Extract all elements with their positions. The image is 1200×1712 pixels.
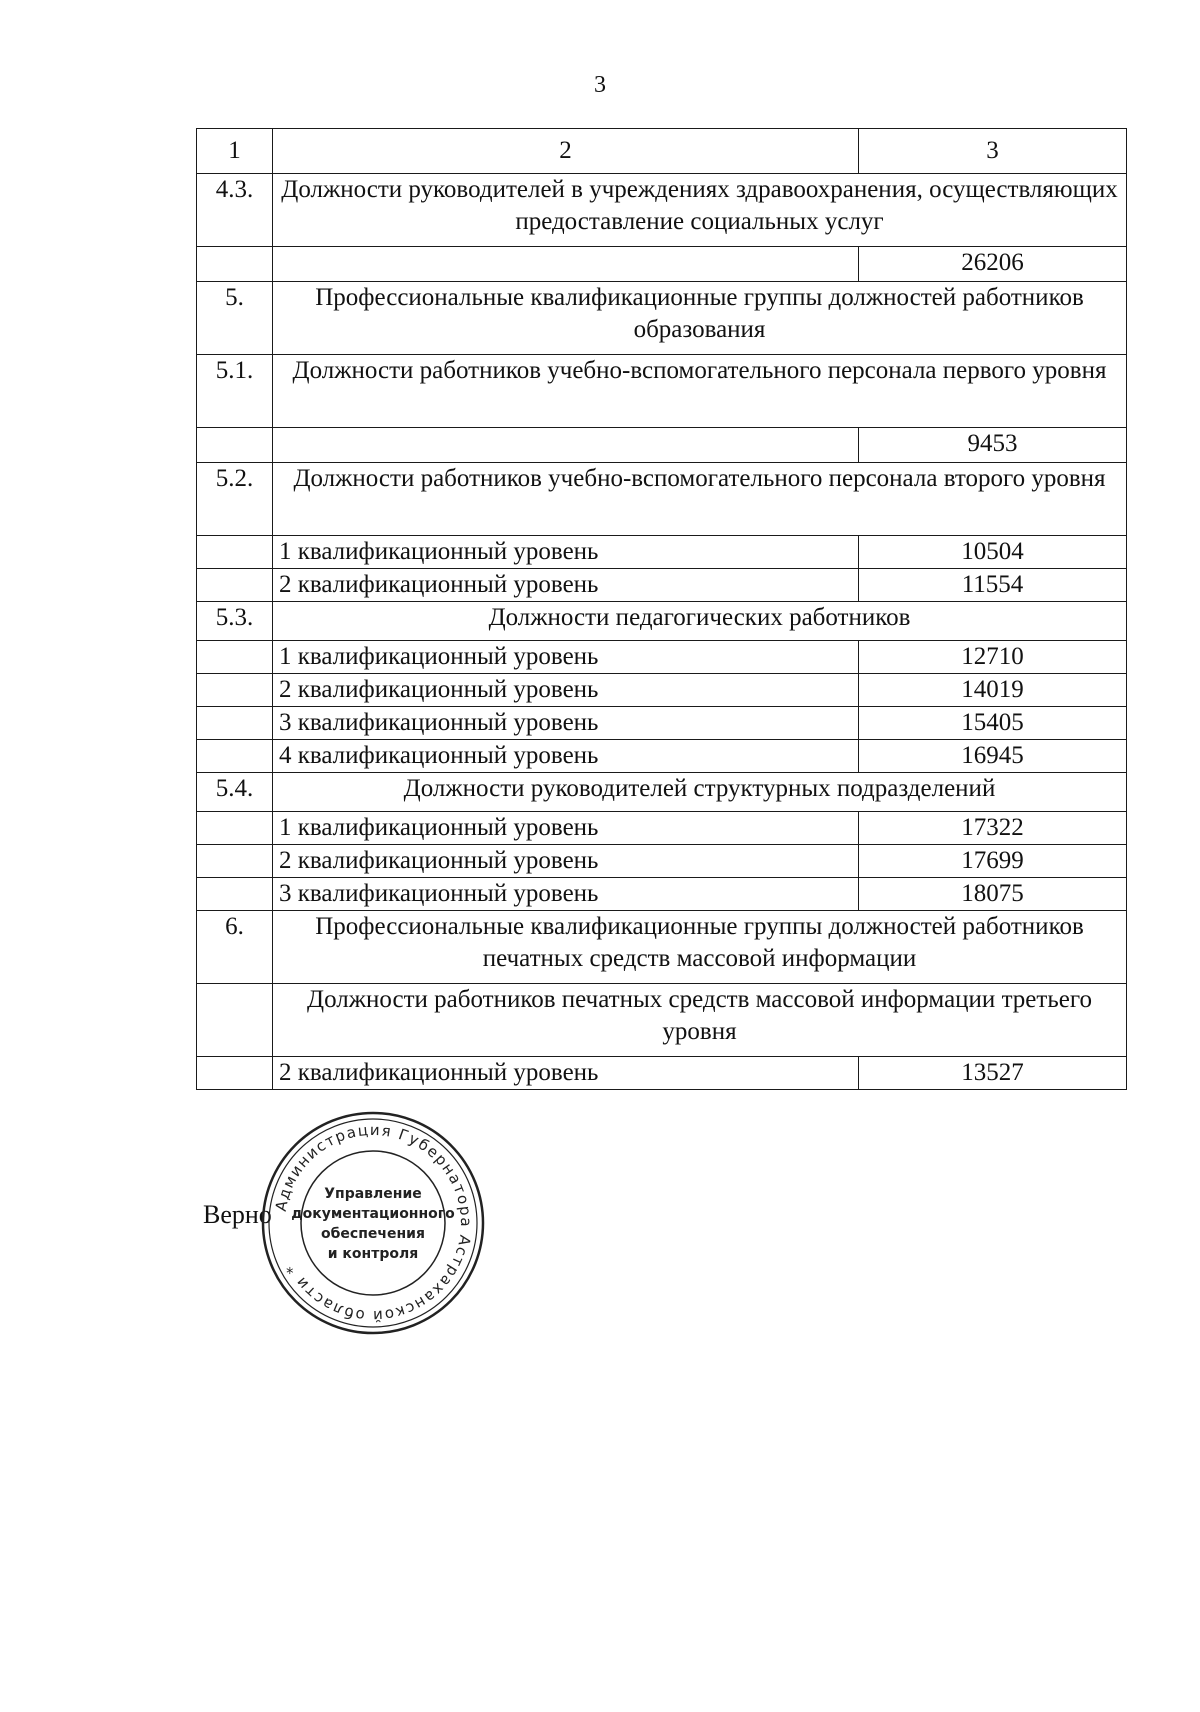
section-title: Профессиональные квалификационные группы должностей работников печатных средств массовой информации (273, 911, 1127, 984)
salary-value: 10504 (859, 536, 1127, 569)
salary-value: 13527 (859, 1057, 1127, 1090)
stamp-center-line: документационного (291, 1206, 455, 1222)
table-section-row (197, 463, 1127, 536)
section-number: 6. (197, 911, 273, 984)
section-title: Должности работников учебно-вспомогательного персонала первого уровня (273, 355, 1127, 428)
section-number: 5.3. (197, 602, 273, 641)
row-number-cell (197, 740, 273, 773)
official-stamp (260, 1110, 486, 1336)
stamp-ring-text: Администрация Губернатора Астраханской области * (271, 1120, 476, 1326)
page-number: 3 (594, 72, 606, 98)
table-row (197, 641, 1127, 674)
section-number: 5. (197, 282, 273, 355)
qualification-level: 4 квалификационный уровень (273, 740, 859, 773)
table-row (197, 812, 1127, 845)
table-section-row (197, 174, 1127, 247)
row-number-cell (197, 878, 273, 911)
table-row (197, 845, 1127, 878)
row-number-cell (197, 707, 273, 740)
table-header-row (197, 129, 1127, 174)
table-row (197, 247, 1127, 282)
section-number: 5.4. (197, 773, 273, 812)
row-number-cell (197, 674, 273, 707)
salary-value: 17322 (859, 812, 1127, 845)
salary-table (196, 128, 1127, 1090)
salary-value: 12710 (859, 641, 1127, 674)
table-section-row (197, 355, 1127, 428)
table-row (197, 569, 1127, 602)
section-title: Должности работников печатных средств массовой информации третьего уровня (273, 984, 1127, 1057)
qualification-level: 2 квалификационный уровень (273, 674, 859, 707)
row-number-cell (197, 569, 273, 602)
salary-value: 9453 (859, 428, 1127, 463)
header-col-1: 1 (197, 129, 273, 174)
row-number-cell (197, 845, 273, 878)
qualification-level: 2 квалификационный уровень (273, 845, 859, 878)
qualification-level (273, 247, 859, 282)
stamp-center-line: обеспечения (321, 1226, 425, 1242)
qualification-level: 3 квалификационный уровень (273, 878, 859, 911)
table-row (197, 878, 1127, 911)
verno-label: Верно (203, 1200, 272, 1229)
row-number-cell (197, 428, 273, 463)
table-row (197, 740, 1127, 773)
header-col-2: 2 (273, 129, 859, 174)
table-section-row (197, 773, 1127, 812)
section-title: Профессиональные квалификационные группы должностей работников образования (273, 282, 1127, 355)
section-number: 4.3. (197, 174, 273, 247)
qualification-level: 2 квалификационный уровень (273, 1057, 859, 1090)
salary-value: 18075 (859, 878, 1127, 911)
stamp-center-line: Управление (324, 1186, 422, 1202)
section-title: Должности руководителей в учреждениях здравоохранения, осуществляющих предоставление социальных услуг (273, 174, 1127, 247)
salary-value: 16945 (859, 740, 1127, 773)
table-section-row (197, 984, 1127, 1057)
qualification-level: 2 квалификационный уровень (273, 569, 859, 602)
salary-value: 14019 (859, 674, 1127, 707)
stamp-center-line: и контроля (327, 1246, 419, 1262)
salary-value: 11554 (859, 569, 1127, 602)
table-section-row (197, 602, 1127, 641)
qualification-level (273, 428, 859, 463)
table-row (197, 707, 1127, 740)
table-row (197, 1057, 1127, 1090)
qualification-level: 1 квалификационный уровень (273, 536, 859, 569)
table-section-row (197, 282, 1127, 355)
table-section-row (197, 911, 1127, 984)
salary-value: 15405 (859, 707, 1127, 740)
table-row (197, 536, 1127, 569)
section-number (197, 984, 273, 1057)
section-title: Должности педагогических работников (273, 602, 1127, 641)
table-row (197, 428, 1127, 463)
row-number-cell (197, 247, 273, 282)
qualification-level: 1 квалификационный уровень (273, 812, 859, 845)
row-number-cell (197, 536, 273, 569)
qualification-level: 3 квалификационный уровень (273, 707, 859, 740)
salary-value: 26206 (859, 247, 1127, 282)
header-col-3: 3 (859, 129, 1127, 174)
row-number-cell (197, 641, 273, 674)
qualification-level: 1 квалификационный уровень (273, 641, 859, 674)
table-row (197, 674, 1127, 707)
section-title: Должности работников учебно-вспомогательного персонала второго уровня (273, 463, 1127, 536)
row-number-cell (197, 1057, 273, 1090)
row-number-cell (197, 812, 273, 845)
salary-value: 17699 (859, 845, 1127, 878)
section-number: 5.1. (197, 355, 273, 428)
section-title: Должности руководителей структурных подразделений (273, 773, 1127, 812)
section-number: 5.2. (197, 463, 273, 536)
